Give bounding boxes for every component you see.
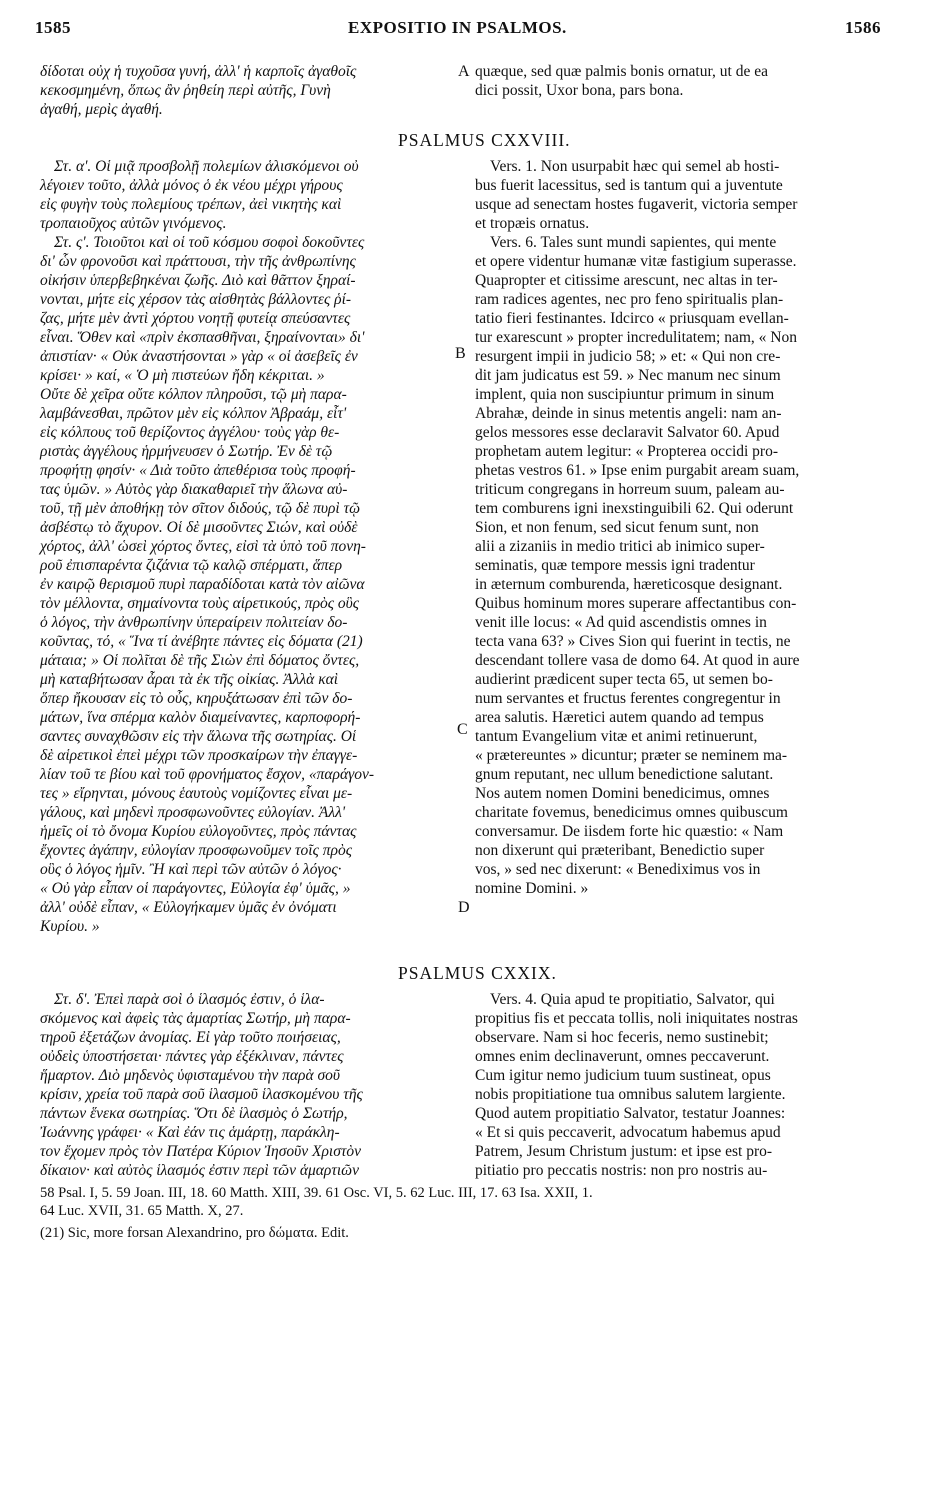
greek-line: Στ. ς'. Τοιοῦτοι καὶ οἱ τοῦ κόσμου σοφοὶ δοκοῦντες xyxy=(54,234,365,251)
greek-line: σαντες συναχθῶσιν εἰς τὴν ἅλωνα τῆς σωτηρίας. Οἱ xyxy=(40,728,357,745)
greek-line: τες » εἴρηνται, μόνους ἑαυτοὺς νομίζοντες εἶναι με- xyxy=(40,785,353,802)
greek-line: δὲ αἱρετικοὶ ἐπεὶ μέχρι τῶν προσκαίρων τὴν ἐπαγγε- xyxy=(40,747,358,764)
latin-line: usque ad senectam hostes fugaverit, victoria semper xyxy=(475,196,798,213)
latin-line: Nos autem nomen Domini benedicimus, omnes xyxy=(475,785,770,802)
latin-line: tur exarescunt » propter incredulitatem; nam, « Non xyxy=(475,329,797,346)
greek-line: ὅπερ ἤκουσαν εἰς τὸ οὖς, κηρυξάτωσαν ἐπὶ τῶν δο- xyxy=(40,690,353,707)
latin-line: Vers. 1. Non usurpabit hæc qui semel ab hosti- xyxy=(490,158,780,175)
latin-line: ram radices agentes, nec pro feno spiritualis plan- xyxy=(475,291,784,308)
greek-line: ἐν καιρῷ θερισμοῦ πυρὶ παραδίδοται κατὰ τὸν αἰῶνα xyxy=(40,576,365,593)
footnote-line: 58 Psal. I, 5. 59 Joan. III, 18. 60 Matth. XIII, 39. 61 Osc. VI, 5. 62 Luc. III, 17. 63 Isa. XXII, 1. xyxy=(40,1185,593,1201)
greek-line: τον ἔχομεν πρὸς τὸν Πατέρα Κύριον Ἰησοῦν Χριστὸν xyxy=(40,1143,362,1160)
psalm-title-128: PSALMUS CXXVIII. xyxy=(398,130,571,150)
greek-line: ἔχοντες ἀγάπην, εὐλογίαν προσφωνοῦμεν τοῖς πρὸς xyxy=(40,842,353,859)
greek-line: « Οὐ γὰρ εἶπαν οἱ παράγοντες, Εὐλογία ἐφ' ὑμᾶς, » xyxy=(40,880,351,897)
greek-line: ἀλλ' οὐδὲ εἶπαν, « Εὐλογήκαμεν ὑμᾶς ἐν ὀνόματι xyxy=(40,899,337,916)
greek-line: νονται, μήτε εἰς χέρσον τὰς αἰσθητὰς βάλλοντες ῥί- xyxy=(40,291,352,308)
greek-line: μὴ καταβήτωσαν ἆραι τὰ ἐκ τῆς οἰκίας. Ἀλλὰ καὶ xyxy=(40,671,339,688)
latin-line: Sion, et non fenum, sed sicut fenum sunt, non xyxy=(475,519,759,536)
greek-line: γάλους, καὶ μηδενὶ προσφωνοῦντες εὐλογίαν. Ἀλλ' xyxy=(40,804,346,821)
latin-line: Cum igitur nemo judicium tuum sustineat, opus xyxy=(475,1067,771,1084)
greek-line: τροπαιοῦχος αὐτῶν γινόμενος. xyxy=(40,215,227,232)
latin-line: audierint prædicent super tecta 65, ut semen bo- xyxy=(475,671,773,688)
greek-line: Ἰωάννης γράφει· « Καὶ ἐάν τις ἁμάρτῃ, παράκλη- xyxy=(40,1124,340,1141)
latin-line: vos, » sed nec dixerunt: « Benediximus vos in xyxy=(475,861,761,878)
greek-line: ροῦ ἐπισπαρέντα ζιζάνια τῷ καλῷ σπέρματι, ἅπερ xyxy=(40,557,343,574)
greek-line: κρίσει· » καί, « Ὁ μὴ πιστεύων ἤδη κέκριται. » xyxy=(40,367,325,384)
latin-line: triticum congregans in horreum suum, paleam au- xyxy=(475,481,785,498)
greek-line: δίκαιον· καὶ αὐτὸς ἱλασμός ἐστιν περὶ τῶν ἁμαρτιῶν xyxy=(40,1162,360,1179)
latin-line: gnum reputant, nec ullum benedictione salutant. xyxy=(475,766,774,783)
latin-line: resurgent impii in judicio 58; » et: « Qui non cre- xyxy=(475,348,781,365)
latin-line: implent, quia non suscipiuntur primum in sinum xyxy=(475,386,775,403)
greek-line: λίαν τοῦ τε βίου καὶ τοῦ φρονήματος ἔσχον, «παράγον- xyxy=(40,766,374,783)
latin-line: « prætereuntes » dicuntur; præter se neminem ma- xyxy=(475,747,788,764)
latin-line: conversamur. De iisdem forte hic quæstio: « Nam xyxy=(475,823,784,840)
greek-line: Κυρίου. » xyxy=(40,918,100,935)
latin-line: pitiatio pro peccatis nostris: non pro nostris au- xyxy=(475,1162,768,1179)
latin-line: tem comburens igni inexstinguibili 62. Qui oderunt xyxy=(475,500,794,517)
latin-line: Quod autem propitiatio Salvator, testatur Joannes: xyxy=(475,1105,786,1122)
latin-line: Quibus hominum mores superare affectantibus con- xyxy=(475,595,797,612)
greek-line: λαμβάνεσθαι, πρῶτον μὲν εἰς κόλπον Ἀβραάμ, εἶτ' xyxy=(40,405,347,422)
latin-line: phetas vestros 61. » Ipse enim purgabit aream suam, xyxy=(475,462,800,479)
greek-line: σκόμενος καὶ ἀφεὶς τὰς ἁμαρτίας Σωτήρ, μὴ παρα- xyxy=(40,1010,351,1027)
latin-line: propitius fis et peccata tollis, noli iniquitates nostras xyxy=(475,1010,798,1027)
right-page-number: 1586 xyxy=(845,18,881,37)
latin-line: Quapropter et citissime arescunt, nec altas in ter- xyxy=(475,272,778,289)
greek-line: προφήτῃ φησίν· « Διὰ τοῦτο ἀπεθέρισα τοὺς προφή- xyxy=(40,462,356,479)
greek-line: κεκοσμημένη, ὅπως ἂν ῥηθείη περὶ αὐτῆς, Γυνὴ xyxy=(40,82,331,99)
greek-line: Στ. α'. Οἱ μιᾷ προσβολῇ πολεμίων ἁλισκόμενοι οὐ xyxy=(54,158,359,175)
latin-line: tantum Evangelium vitæ et animi retinuerunt, xyxy=(475,728,758,745)
latin-line: tecta vana 63? » Cives Sion qui fuerint in tectis, ne xyxy=(475,633,791,650)
greek-line: τηροῦ ἐξετάζων ἀνομίας. Εἰ γὰρ τοῦτο ποιήσειας, xyxy=(40,1029,341,1046)
greek-line: οἰκήσιν ὑπερβεβηκέναι ζωῆς. Διὸ καὶ θᾶττον ξηραί- xyxy=(40,272,356,289)
greek-line: δίδοται οὐχ ἡ τυχοῦσα γυνή, ἀλλ' ἡ καρποῖς ἀγαθοῖς xyxy=(40,63,357,80)
running-title: EXPOSITIO IN PSALMOS. xyxy=(348,18,567,37)
greek-line: ριστὰς ἀγγέλους ἡρμήνευσεν ὁ Σωτήρ. Ἐν δὲ τῷ xyxy=(40,443,333,460)
greek-line: πάντων ἕνεκα σωτηρίας. Ὅτι δὲ ἱλασμὸς ὁ Σωτήρ, xyxy=(40,1105,348,1122)
latin-line: Abrahæ, deinde in sinus metentis angeli: nam an- xyxy=(475,405,782,422)
latin-line: Vers. 6. Tales sunt mundi sapientes, qui mente xyxy=(490,234,777,251)
latin-line: seminatis, quæ tempore messis igni tradentur xyxy=(475,557,755,574)
latin-line: et tropæis ornatus. xyxy=(475,215,590,232)
greek-line: ἀπιστίαν· « Οὐκ ἀναστήσονται » γὰρ « οἱ ἀσεβεῖς ἐν xyxy=(40,348,358,365)
greek-line: κρίσιν, χρεία τοῦ παρὰ σοῦ ἱλασμοῦ ἱλασκομένου τῆς xyxy=(40,1086,363,1103)
greek-line: χόρτος, ἀλλ' ὡσεὶ χόρτος ὄντες, εἰσὶ τὰ ὑπὸ τοῦ πονη- xyxy=(40,538,366,555)
greek-line: ἥμαρτον. Διὸ μηδενὸς ὑφισταμένου τὴν παρὰ σοῦ xyxy=(40,1067,340,1084)
margin-letter: A xyxy=(458,63,470,80)
greek-line: εἰς φυγὴν τοὺς πολεμίους τρέπων, ἀεὶ νικητὴς καὶ xyxy=(40,196,342,213)
margin-letter: B xyxy=(455,345,466,362)
greek-line: εἰς κόλπους τοῦ θερίζοντος ἀγγέλου· τοὺς γὰρ θε- xyxy=(40,424,340,441)
latin-line: Vers. 4. Quia apud te propitiatio, Salvator, qui xyxy=(490,991,775,1008)
latin-line: omnes enim declinaverunt, omnes peccaverunt. xyxy=(475,1048,770,1065)
greek-line: τοῦ, τῇ μὲν ἀποθήκῃ τὸν σῖτον διδούς, τῷ δὲ πυρὶ τῷ xyxy=(40,500,361,517)
greek-line: ἀσβέστῳ τὸ ἄχυρον. Οἱ δὲ μισοῦντες Σιών, καὶ οὐδὲ xyxy=(40,519,358,536)
latin-line: quæque, sed quæ palmis bonis ornatur, ut de ea xyxy=(475,63,768,80)
greek-line: τὸν μέλλοντα, σημαίνοντα τοὺς αἱρετικούς, πρὸς οὓς xyxy=(40,595,360,612)
latin-line: dit jam judicatus est 59. » Nec manum nec sinum xyxy=(475,367,781,384)
greek-line: ἀγαθή, μερὶς ἀγαθή. xyxy=(40,101,163,118)
footnote-line: 64 Luc. XVII, 31. 65 Matth. X, 27. xyxy=(40,1203,244,1219)
margin-letter: D xyxy=(458,899,470,916)
greek-line: Οὔτε δὲ χεῖρα οὔτε κόλπον πληροῦσι, τῷ μὴ παρα- xyxy=(40,386,347,403)
latin-line: observare. Nam si hoc feceris, nemo sustinebit; xyxy=(475,1029,769,1046)
latin-line: dici possit, Uxor bona, pars bona. xyxy=(475,82,684,99)
psalm-title-129: PSALMUS CXXIX. xyxy=(398,963,557,983)
editor-note: (21) Sic, more forsan Alexandrino, pro δώματα. Edit. xyxy=(40,1225,349,1241)
latin-line: et opere videntur humanæ vitæ fastigium superasse. xyxy=(475,253,797,270)
left-page-number: 1585 xyxy=(35,18,71,37)
greek-line: Στ. δ'. Ἐπεὶ παρὰ σοὶ ὁ ἱλασμός ἐστιν, ὁ ἱλα- xyxy=(54,991,325,1008)
greek-line: οὓς ὁ λόγος ἡμῖν. Ἢ καὶ περὶ τῶν αὐτῶν ὁ λόγος· xyxy=(40,861,342,878)
latin-line: tatio fieri festinantes. Idcirco « priusquam evellan- xyxy=(475,310,789,327)
greek-line: ζας, μήτε μὲν ἀντὶ χόρτου νοητῇ φυτείᾳ σπεύσαντες xyxy=(40,310,351,327)
greek-line: ὁ λόγος, τὴν ἀνθρωπίνην ὑπεραίρειν πολιτείαν δο- xyxy=(40,614,348,631)
latin-line: prophetam autem legitur: « Propterea occidi pro- xyxy=(475,443,779,460)
latin-line: venit ille locus: « Ad quid ascendistis omnes in xyxy=(475,614,767,631)
latin-line: alii a zizaniis in medio tritici ab inimico super- xyxy=(475,538,765,555)
greek-line: μάτων, ἵνα σπέρμα καλὸν διαμείναντες, καρποφορή- xyxy=(40,709,361,726)
greek-line: λέγοιεν τοῦτο, ἀλλὰ μόνος ὁ ἐκ νέου μέχρι γήρους xyxy=(40,177,343,194)
latin-line: « Et si quis peccaverit, advocatum habemus apud xyxy=(475,1124,781,1141)
greek-line: μάταια; » Οἱ πολῖται δὲ τῆς Σιὼν ἐπὶ δόματος ὄντες, xyxy=(40,652,360,669)
latin-line: non dixerunt qui præteribant, Benedictio super xyxy=(475,842,765,859)
latin-line: in æternum comburenda, hæreticosque designant. xyxy=(475,576,783,593)
latin-line: gelos messores esse declaravit Salvator 60. Apud xyxy=(475,424,780,441)
latin-line: nobis propitiatione tua omnibus salutem largiente. xyxy=(475,1086,786,1103)
latin-line: num servantes et fructus ferentes congregentur in xyxy=(475,690,781,707)
greek-line: τας ὑμῶν. » Αὐτὸς γὰρ διακαθαριεῖ τὴν ἅλωνα αὐ- xyxy=(40,481,348,498)
greek-line: εἶναι. Ὅθεν καὶ «πρὶν ἐκσπασθῆναι, ξηραίνονται» δι' xyxy=(40,329,365,346)
greek-line: οὐδεὶς ὑποστήσεται· πάντες γὰρ ἐξέκλιναν, πάντες xyxy=(40,1048,344,1065)
latin-line: charitate fovemus, benedicimus omnes quibuscum xyxy=(475,804,788,821)
latin-line: bus fuerit lacessitus, sed is tantum qui a juventute xyxy=(475,177,783,194)
latin-line: area salutis. Hæretici autem quando ad tempus xyxy=(475,709,764,726)
latin-line: Patrem, Jesum Christum justum: et ipse est pro- xyxy=(475,1143,773,1160)
greek-line: ἡμεῖς οἱ τὸ ὄνομα Κυρίου εὐλογοῦντες, πρὸς πάντας xyxy=(40,823,357,840)
latin-line: nomine Domini. » xyxy=(475,880,589,897)
latin-line: descendant tollere vasa de domo 64. At quod in aure xyxy=(475,652,800,669)
margin-letter: C xyxy=(457,721,468,738)
greek-line: κοῦντας, τό, « Ἵνα τί ἀνέβητε πάντες εἰς δόματα (21) xyxy=(40,633,363,650)
greek-line: δι' ὧν φρονοῦσι καὶ πράττουσι, τὴν τῆς ἀνθρωπίνης xyxy=(40,253,356,270)
